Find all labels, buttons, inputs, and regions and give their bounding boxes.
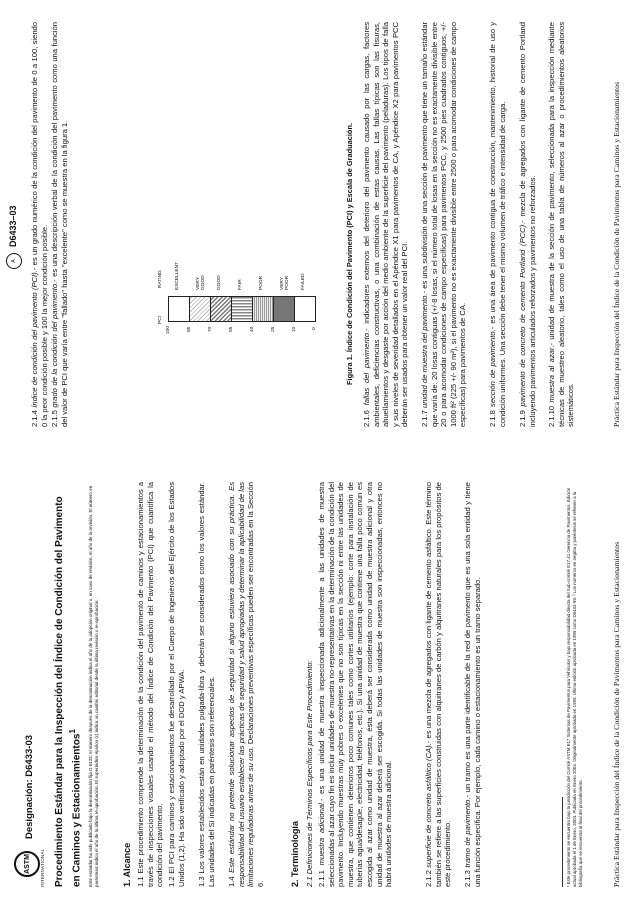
section-heading-alcance: 1. Alcance	[122, 842, 132, 887]
p216-term: fallas del pavimento	[362, 333, 371, 406]
p212-num: 2.1.2	[424, 867, 433, 887]
figure-1-caption: Figura 1. Índice de Condición del Pavimento (PCI) y Escala de Graduación.	[345, 122, 354, 385]
p217-term: unidad de muestra del pavimento	[420, 295, 429, 408]
p211-term: muestra adicional	[317, 803, 326, 866]
document-title	[54, 482, 83, 887]
scale-band-poor	[252, 296, 274, 322]
p216-def: .- indicadores externos del deterioro del pavimento causado por las cargas, factores ambientales, deficiencias constructivas, o una combinación de estas causas. Las fallas típicas son las fisuras, ahuellamientos y desgaste por acción del medio ambiente de la superficie del pavimento (peladuras). Los tipos de falla y sus niveles de severidad detallados en el Apéndice X1 para pavimentos de CA, y Apéndice X2 para pavimentos PCC deberán ser usados para obtener un valor real del PCI.	[362, 21, 410, 427]
header-designation: D6433–03	[8, 205, 18, 247]
astm-header-logo-icon: A	[6, 253, 22, 269]
p2110-def: .- unidad de muestra de la sección de pavimento, seleccionada para la inspección mediante técnicas de muestreo aleatorio, tales como el uso de una tabla de números al azar o procedimientos aleatorios sistemáticos.	[547, 22, 576, 427]
paragraph-2-1: 2.1 Definiciones de Términos Específicos para Este Procedimiento:	[305, 660, 314, 887]
paragraph-1-4	[227, 482, 265, 887]
paragraph-1-1: 1.1 Este procedimiento comprende la determinación de la condición del pavimento de caminos y estacionamientos a través de inspecciones visuales usando el método del Índice de Condición del Pavimento (PCI) que cuantifica la condición del pavimento.	[136, 482, 165, 887]
p212-term: superficie de concreto asfáltico (CA)	[424, 745, 433, 868]
p14-num: 1.4	[227, 872, 236, 887]
p2110-num: 2.1.10	[547, 402, 556, 427]
p215-num: 2.1.5	[50, 407, 59, 427]
left-page-footer: Práctica Estándar para Inspección del Índice de la Condición de Pavimentos para Caminos y Estacionamientos	[612, 541, 621, 887]
document-title-text: Procedimiento Estándar para la Inspección del Índice de Condición del Pavimento en Caminos y Estacionamientos	[54, 496, 83, 887]
p217-def: .- es una subdivisión de una sección de pavimento que tiene un tamaño estándar que varía de: 20 losas contiguas (+/-8 losas, si el número total de losas en la sección no es exactamente divisible entre 20 o para acomodar condiciones de campo específicas) para pavimentos PCC, y 2500 pies cuadrados contiguos, +/- 1000 ft² (225 +/- 90 m²), si el pavimento no es exactamente divisible entre 2500 o para acomodar condiciones de campo específicas) para pavimentos de CA.	[420, 22, 468, 427]
scale-label-good: GOOD	[217, 275, 222, 290]
p211-num: 2.1.1	[317, 865, 326, 887]
p214-num: 2.1.4	[30, 407, 39, 427]
paragraph-2-1-9	[518, 22, 537, 427]
p14-italic: Este estándar no pretende solucionar aspectos de seguridad si alguno estuviera asociado con su práctica. Es responsabilidad del usuario establecer las prácticas de seguridad y salud apropiadas y determinar la aplicabilidad de las limitaciones reguladoras antes de su uso.	[227, 481, 256, 887]
scale-band-very-good	[189, 296, 211, 322]
p219-num: 2.1.9	[518, 406, 527, 427]
p215-term: grado de la condición del pavimento	[50, 283, 59, 408]
p218-def: .- es una área de pavimento contigua de construcción, mantenimiento, historial de uso y condición uniformes. Una sección debe tener el mismo volumen de tráfico e intensidad de carga.	[488, 21, 507, 427]
p14-rest: Declaraciones preventivas específicas pueden ser encontradas en la Sección 6.	[246, 482, 265, 887]
p218-term: sección de pavimento	[488, 331, 497, 407]
footnote-divider	[562, 797, 563, 887]
scale-label-very-good: VERY GOOD	[196, 275, 206, 290]
scale-tick-85: 85	[187, 326, 192, 332]
paragraph-2-1-7	[420, 22, 468, 427]
scale-band-fair	[231, 296, 253, 322]
right-page-footer: Práctica Estándar para Inspección del Índice de la Condición de Pavimentos para Caminos y Estacionamientos	[612, 81, 621, 427]
scale-band-excellent	[168, 296, 190, 322]
title-footnote-mark: 1	[67, 728, 77, 734]
p219-def: .- mezcla de agregados con ligante de cemento Portland incluyendo pavimentos articulados reforzados y pavimentos no reforzados.	[518, 22, 537, 427]
scale-label-failed: FAILED	[301, 273, 306, 290]
p213-def: .- un tramo es una parte identificable de la red de pavimento que es una sola entidad y tiene una función específica. Por ejemplo, cada camino o estacionamiento es un tramo separado.	[463, 481, 482, 887]
scale-tick-70: 70	[208, 326, 213, 332]
paragraph-2-1-1	[317, 482, 394, 887]
scale-band-very-poor	[273, 296, 295, 322]
scale-label-poor: POOR	[259, 275, 264, 290]
right-page	[0, 0, 639, 437]
scale-tick-25: 25	[271, 326, 276, 332]
scale-tick-0: 0	[312, 327, 317, 330]
scale-tick-10: 10	[292, 326, 297, 332]
scale-label-excellent: EXCELLENT	[175, 262, 180, 290]
paragraph-2-1-10	[547, 22, 576, 427]
designation: Designación: D6433-03	[24, 734, 35, 839]
astm-logo-icon	[14, 851, 40, 877]
p212-def: .- es una mezcla de agregados con ligante de cemento asfáltico. Este término también se refiere a las superficies construidas con alquitranes de carbón y alquitranes naturales para los propósitos de este procedimiento.	[424, 482, 453, 887]
p214-def: .- es un grado numérico de la condición del pavimento de 0 a 100, siendo 0 la peor condición posible y 100 la mejor condición posible.	[30, 21, 49, 427]
scale-head-pci: PCI	[158, 316, 163, 324]
paragraph-1-3: 1.3 Los valores establecidos están en unidades pulgada-libra y deberán ser considerados como los valores estándar. Las unidades del SI indicadas en paréntesis son referenciales.	[197, 482, 216, 887]
paragraph-2-1-2	[424, 482, 453, 887]
p215-def: .- es una descripción verbal de la condición del pavimento como una función del valor de PCI que varía entre "fallado" hasta "excelente" como se muestra en la figura 1.	[50, 21, 69, 427]
paragraph-2-1-5	[50, 22, 69, 427]
p218-num: 2.1.8	[488, 406, 497, 427]
footnotes: ¹ Este procedimiento se encuentra bajo la jurisdicción del Comité ASTM E17 Sistemas de Pavimentos para Vehículos y bajo responsabilidad directa del Sub-comité E17.41 Gerencia de Pavimentos. Edición actual aprobada el 1 de Enero, 2004. Publicada en Enero 2004. Originalmente aprobada en 1999. Última edición aprobada en 1999 como D6433-99. ² Los números en negrita y paréntesis se refieren a la bibliografía que se encuentra al final del procedimiento.	[566, 487, 583, 887]
astm-logo-text: ASTM	[23, 854, 31, 874]
paragraph-2-1-3	[463, 482, 482, 887]
scale-band-good	[210, 296, 232, 322]
astm-logo-subtitle: INTERNATIONAL	[40, 848, 45, 887]
p217-num: 2.1.7	[420, 407, 429, 427]
scale-head-rating: RATING	[158, 270, 163, 288]
p2110-term: muestra al azar	[547, 347, 556, 403]
p213-num: 2.1.3	[463, 867, 472, 887]
p211-def: .- es una unidad de muestra inspeccionada adicionalmente a las unidades de muestra seleccionadas al azar cuyo fin es incluir unidades de muestra no-representativas en la determinación de la condición del pavimento. Incluyendo muestras muy pobres o excelentes que no son típicas en la sección ni entre las unidades de muestra, que contienen deterioros poco comunes tales como cortes utilitarios (ejemplo: corte para instalación de tuberías agua/desagüe, electricidad, teléfonos, etc.). Si una unidad de muestra que contiene una falla poco común es escogida al azar como unidad de muestra, ésta deberá ser considerada como unidad de muestra adicional y otra unidad de muestra al azar deberá ser escogida. Si todas las unidades de muestra son inspeccionadas, entonces no habrá unidades de muestra adicional.	[317, 481, 394, 887]
p219-term: pavimento de concreto de cemento Portland (PCC)	[518, 224, 527, 407]
scale-tick-40: 40	[250, 326, 255, 332]
p216-num: 2.1.6	[362, 405, 371, 427]
scale-band-failed	[294, 296, 316, 322]
section-heading-terminologia: 2. Terminología	[290, 821, 300, 887]
paragraph-2-1-8	[488, 22, 507, 427]
paragraph-2-1-4	[30, 22, 49, 427]
paragraph-1-2: 1.2 El PCI para caminos y estacionamientos fue desarrollado por el Cuerpo de Ingenieros del Ejército de los Estados Unidos (1,2). Ha sido verificado y adoptado por el DOD y APWA.	[167, 482, 186, 887]
p214-term: índice de condición del pavimento (PCI)	[30, 272, 39, 408]
left-page	[0, 472, 639, 897]
paragraph-2-1-6	[362, 22, 410, 427]
edition-note: Este estándar ha sido publicado bajo la denominación fija D 6433; el número después de la denominación indica el año de la adopción original o, en caso de revisión, el año de la revisión. El número en paréntesis indica el año de la última re-aprobación. El superíndice épsilon (ε) indica un cambio editorial desde la última revisión o re-aprobación.	[88, 485, 99, 887]
scale-tick-55: 55	[229, 326, 234, 332]
scale-label-very-poor: VERY POOR	[280, 275, 290, 290]
scale-label-fair: FAIR	[238, 279, 243, 290]
p213-term: tramo de pavimento	[463, 799, 472, 868]
scale-tick-100: 100	[166, 325, 171, 334]
